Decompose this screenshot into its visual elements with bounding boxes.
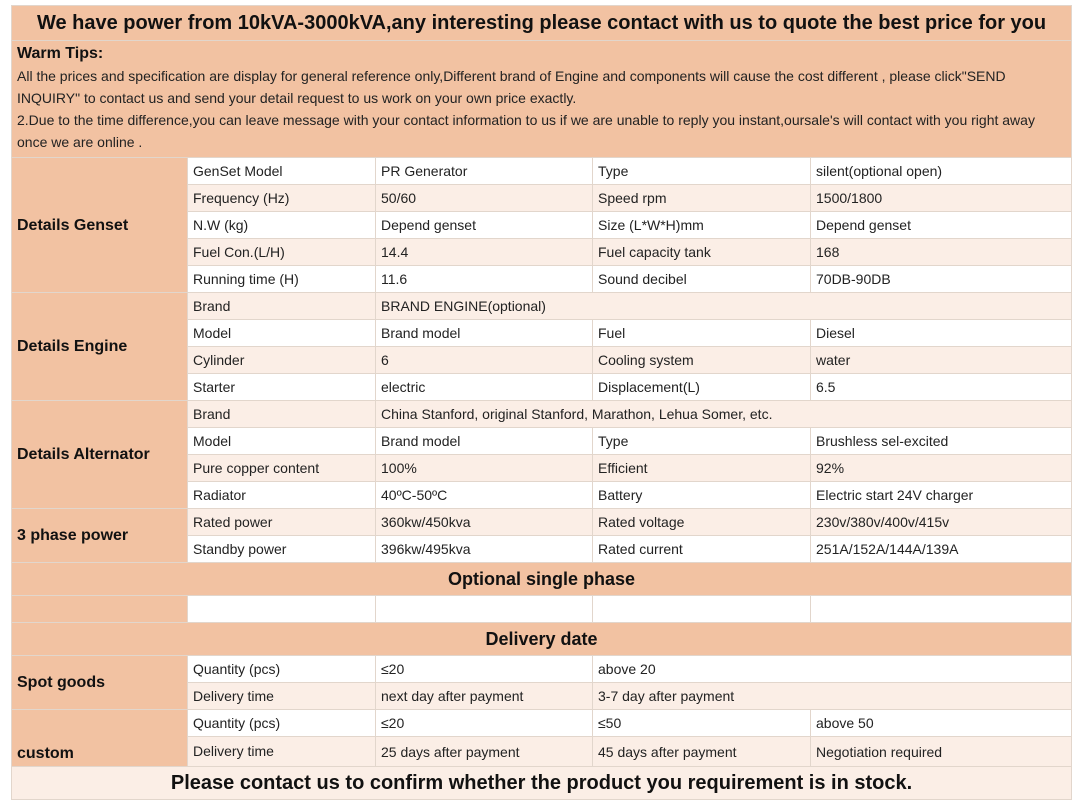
stock-confirmation-note: Please contact us to confirm whether the product you requirement is in stock. <box>12 767 1072 800</box>
spec-value: Brand model <box>376 320 593 347</box>
spec-label: Fuel <box>593 320 811 347</box>
spec-value: Depend genset <box>376 212 593 239</box>
spec-value: 396kw/495kva <box>376 536 593 563</box>
spec-label: Sound decibel <box>593 266 811 293</box>
table-row <box>12 656 1072 683</box>
spec-value: 1500/1800 <box>811 185 1072 212</box>
spec-label: Cylinder <box>188 347 376 374</box>
title-row <box>12 6 1072 41</box>
spec-value: above 50 <box>811 710 1072 737</box>
table-row <box>12 710 1072 737</box>
table-row <box>12 293 1072 320</box>
section-label-custom: custom <box>12 710 188 767</box>
spec-value: 3-7 day after payment <box>593 683 1072 710</box>
spec-value: 40ºC-50ºC <box>376 482 593 509</box>
spec-label: Frequency (Hz) <box>188 185 376 212</box>
spec-value: 230v/380v/400v/415v <box>811 509 1072 536</box>
spec-value: Electric start 24V charger <box>811 482 1072 509</box>
spec-value: 45 days after payment <box>593 737 811 767</box>
spec-label: Brand <box>188 401 376 428</box>
spec-value: 100% <box>376 455 593 482</box>
spec-value: ≤20 <box>376 656 593 683</box>
spec-label: Delivery time <box>188 737 376 767</box>
spec-value: 360kw/450kva <box>376 509 593 536</box>
spec-label: Displacement(L) <box>593 374 811 401</box>
spec-label: Pure copper content <box>188 455 376 482</box>
table-row <box>12 509 1072 536</box>
spec-label: Starter <box>188 374 376 401</box>
tips-row <box>12 41 1072 158</box>
spec-value: next day after payment <box>376 683 593 710</box>
delivery-date-band: Delivery date <box>12 623 1072 656</box>
spec-label: Brand <box>188 293 376 320</box>
spec-label: Fuel capacity tank <box>593 239 811 266</box>
spec-value: 6 <box>376 347 593 374</box>
spec-label: Battery <box>593 482 811 509</box>
spec-value: Brushless sel-excited <box>811 428 1072 455</box>
spec-value: BRAND ENGINE(optional) <box>376 293 1072 320</box>
single-phase-band: Optional single phase <box>12 563 1072 596</box>
section-label-genset: Details Genset <box>12 158 188 293</box>
spec-sheet <box>11 5 1071 800</box>
section-label-spot-goods: Spot goods <box>12 656 188 710</box>
spec-value: ≤50 <box>593 710 811 737</box>
spec-value: 6.5 <box>811 374 1072 401</box>
spec-label: Quantity (pcs) <box>188 656 376 683</box>
spec-value: 11.6 <box>376 266 593 293</box>
empty-cell <box>593 596 811 623</box>
table-row <box>12 401 1072 428</box>
tips-line-2: 2.Due to the time difference,you can leave message with your contact information to us if we are unable to reply you instant,oursale's will contact with you right away once we are online . <box>17 112 1035 150</box>
spec-value: 251A/152A/144A/139A <box>811 536 1072 563</box>
spec-label: Radiator <box>188 482 376 509</box>
spec-value: China Stanford, original Stanford, Marathon, Lehua Somer, etc. <box>376 401 1072 428</box>
spec-value: silent(optional open) <box>811 158 1072 185</box>
spec-value: 168 <box>811 239 1072 266</box>
spec-label: Fuel Con.(L/H) <box>188 239 376 266</box>
section-label-engine: Details Engine <box>12 293 188 401</box>
spec-label: Type <box>593 428 811 455</box>
spec-value: 25 days after payment <box>376 737 593 767</box>
warm-tips <box>12 41 1072 158</box>
spec-value: electric <box>376 374 593 401</box>
spec-value: Brand model <box>376 428 593 455</box>
empty-section-cell <box>12 596 188 623</box>
spec-value: Diesel <box>811 320 1072 347</box>
spec-value: Negotiation required <box>811 737 1072 767</box>
band-row <box>12 563 1072 596</box>
spec-label: Running time (H) <box>188 266 376 293</box>
spec-table <box>11 5 1072 800</box>
spec-label: N.W (kg) <box>188 212 376 239</box>
spec-label: Standby power <box>188 536 376 563</box>
spec-value: Depend genset <box>811 212 1072 239</box>
page-title: We have power from 10kVA-3000kVA,any interesting please contact with us to quote the best price for you <box>12 6 1072 41</box>
tips-heading: Warm Tips: <box>17 45 104 62</box>
band-row <box>12 623 1072 656</box>
spec-label: Efficient <box>593 455 811 482</box>
spec-label: Rated current <box>593 536 811 563</box>
spec-value: ≤20 <box>376 710 593 737</box>
section-label-three-phase: 3 phase power <box>12 509 188 563</box>
table-row <box>12 158 1072 185</box>
spec-value: above 20 <box>593 656 1072 683</box>
section-label-alternator: Details Alternator <box>12 401 188 509</box>
table-row <box>12 596 1072 623</box>
empty-cell <box>376 596 593 623</box>
spec-label: Model <box>188 320 376 347</box>
spec-label: GenSet Model <box>188 158 376 185</box>
spec-label: Cooling system <box>593 347 811 374</box>
tips-line-1: All the prices and specification are display for general reference only,Different brand of Engine and components will cause the cost different , please click"SEND INQUIRY" to contact us and send your detail request to us work on your own price exactly. <box>17 68 1006 106</box>
spec-label: Quantity (pcs) <box>188 710 376 737</box>
spec-label: Type <box>593 158 811 185</box>
spec-label: Speed rpm <box>593 185 811 212</box>
spec-value: PR Generator <box>376 158 593 185</box>
spec-label: Rated voltage <box>593 509 811 536</box>
spec-value: 14.4 <box>376 239 593 266</box>
spec-value: 50/60 <box>376 185 593 212</box>
spec-value: 70DB-90DB <box>811 266 1072 293</box>
empty-cell <box>188 596 376 623</box>
spec-value: 92% <box>811 455 1072 482</box>
spec-value: water <box>811 347 1072 374</box>
spec-label: Model <box>188 428 376 455</box>
spec-label: Size (L*W*H)mm <box>593 212 811 239</box>
spec-label: Delivery time <box>188 683 376 710</box>
spec-label: Rated power <box>188 509 376 536</box>
empty-cell <box>811 596 1072 623</box>
footer-row <box>12 767 1072 800</box>
